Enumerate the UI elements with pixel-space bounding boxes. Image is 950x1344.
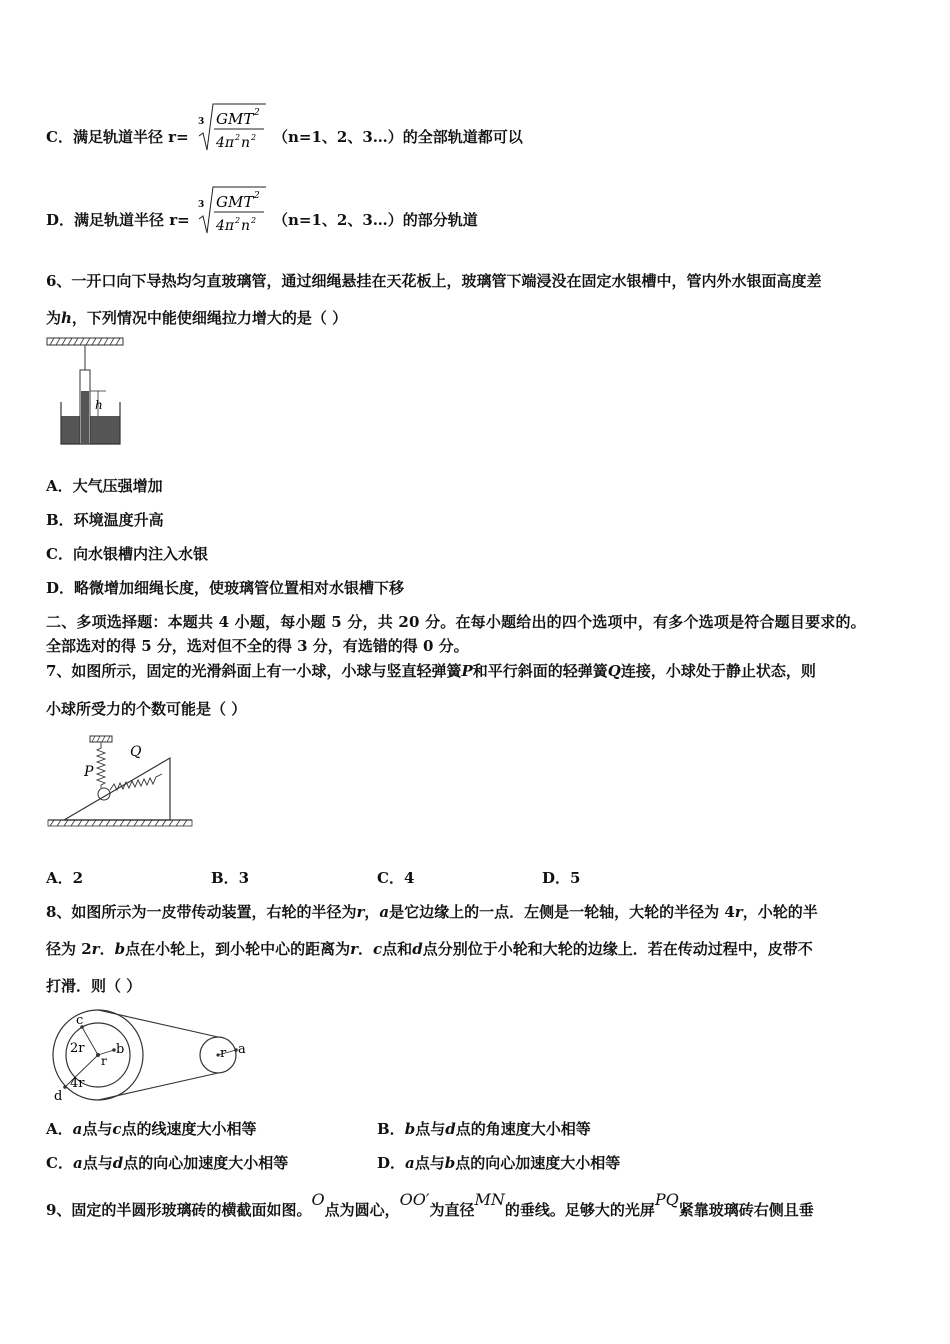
q7-option-d[interactable]: D．5 bbox=[542, 869, 581, 887]
q7-var-p: P bbox=[461, 662, 473, 680]
q8-figure-label-2r: 2r bbox=[70, 1041, 85, 1056]
q8-option-a[interactable]: A．a点与c点的线速度大小相等 bbox=[46, 1120, 257, 1138]
q7-stem-line2: 小球所受力的个数可能是（ ） bbox=[46, 700, 247, 718]
q9-var-mn: MN bbox=[474, 1190, 505, 1209]
q9-var-o: O bbox=[311, 1190, 325, 1209]
q7-figure-label-q: Q bbox=[130, 744, 142, 760]
q8-figure-label-4r: 4r bbox=[70, 1076, 85, 1091]
q6-option-b[interactable]: B．环境温度升高 bbox=[46, 511, 164, 529]
q7-var-q: Q bbox=[607, 662, 621, 680]
q8-figure-label-r-right: r bbox=[220, 1046, 227, 1061]
q6-option-c[interactable]: C．向水银槽内注入水银 bbox=[46, 545, 208, 563]
q8-figure-label-b: b bbox=[116, 1042, 125, 1057]
q5-c-den-exp2: 2 bbox=[251, 133, 257, 142]
q8-figure-label-d: d bbox=[54, 1089, 63, 1104]
q6-var-h: h bbox=[61, 309, 72, 327]
q7-option-a[interactable]: A．2 bbox=[46, 869, 84, 887]
q7-option-c[interactable]: C．4 bbox=[377, 869, 415, 887]
q8-stem-line1: 8、如图所示为一皮带传动装置，右轮的半径为r，a是它边缘上的一点．左侧是一轮轴，大轮的半径为 4r，小轮的半 bbox=[46, 903, 818, 921]
q8-stem-line3: 打滑．则（ ） bbox=[46, 977, 142, 995]
q8-figure-label-r-small: r bbox=[101, 1054, 107, 1068]
q8-figure-belt-drive bbox=[46, 1008, 258, 1104]
q5-d-cuberoot-index: 3 bbox=[198, 200, 205, 210]
q5-d-num-exp: 2 bbox=[254, 191, 260, 201]
section2-heading-line1: 二、多项选择题：本题共 4 小题，每小题 5 分，共 20 分。在每小题给出的四个选项中，有多个选项是符合题目要求的。 bbox=[46, 613, 866, 631]
q8-option-c[interactable]: C．a点与d点的向心加速度大小相等 bbox=[46, 1154, 289, 1172]
q5-option-d bbox=[46, 210, 190, 230]
q7-figure-spring-incline bbox=[44, 732, 196, 836]
q6-stem-line2: 为h，下列情况中能使细绳拉力增大的是（ ） bbox=[46, 309, 348, 327]
q5-c-den-n: n bbox=[241, 135, 251, 151]
q5-option-c-formula bbox=[196, 100, 270, 156]
q5-option-d-formula bbox=[196, 183, 270, 239]
q5-option-c bbox=[46, 127, 189, 147]
q9-var-oo: OO′ bbox=[399, 1190, 430, 1209]
q9-stem-line1: 9、固定的半圆形玻璃砖的横截面如图。O点为圆心，OO′为直径MN的垂线。足够大的光屏PQ紧靠玻璃砖右侧且垂 bbox=[46, 1190, 814, 1219]
q7-option-b[interactable]: B．3 bbox=[211, 869, 250, 887]
q5-option-d-tail: （n=1、2、3…）的部分轨道 bbox=[273, 211, 478, 229]
q5-d-denominator: 4π bbox=[216, 218, 235, 234]
section2-heading-line2: 全部选对的得 5 分，选对但不全的得 3 分，有选错的得 0 分。 bbox=[46, 637, 469, 655]
q5-d-numerator: GMT bbox=[216, 193, 254, 211]
q8-figure-label-a: a bbox=[238, 1042, 246, 1057]
q8-option-b[interactable]: B．b点与d点的角速度大小相等 bbox=[377, 1120, 591, 1138]
q5-c-den-exp1: 2 bbox=[235, 133, 241, 142]
q5-c-num-exp: 2 bbox=[254, 108, 260, 118]
q7-figure-label-p: P bbox=[84, 764, 94, 780]
q5-d-den-n: n bbox=[241, 218, 251, 234]
q5-d-den-exp2: 2 bbox=[251, 216, 257, 225]
q6-option-a[interactable]: A．大气压强增加 bbox=[46, 477, 163, 495]
q6-stem-line1: 6、一开口向下导热均匀直玻璃管，通过细绳悬挂在天花板上，玻璃管下端浸没在固定水银槽中，管内外水银面高度差 bbox=[46, 272, 822, 290]
q5-c-denominator: 4π bbox=[216, 135, 235, 151]
q7-stem-line1: 7、如图所示，固定的光滑斜面上有一小球，小球与竖直轻弹簧P和平行斜面的轻弹簧Q连接，小球处于静止状态，则 bbox=[46, 662, 816, 680]
q5-option-d-label: D．满足轨道半径 r= bbox=[46, 211, 190, 229]
q6-figure-mercury-tube bbox=[44, 336, 126, 448]
q5-option-c-label: C．满足轨道半径 r= bbox=[46, 128, 189, 146]
q5-c-numerator: GMT bbox=[216, 110, 254, 128]
q6-option-d[interactable]: D．略微增加细绳长度，使玻璃管位置相对水银槽下移 bbox=[46, 579, 405, 597]
q9-var-pq: PQ bbox=[654, 1190, 679, 1209]
q6-figure-label-h: h bbox=[95, 398, 103, 412]
q8-option-d[interactable]: D．a点与b点的向心加速度大小相等 bbox=[377, 1154, 621, 1172]
q5-option-c-tail: （n=1、2、3…）的全部轨道都可以 bbox=[273, 128, 523, 146]
q8-stem-line2: 径为 2r．b点在小轮上，到小轮中心的距离为r．c点和d点分别位于小轮和大轮的边缘上．若在传动过程中，皮带不 bbox=[46, 940, 813, 958]
q5-d-den-exp1: 2 bbox=[235, 216, 241, 225]
q5-c-cuberoot-index: 3 bbox=[198, 117, 205, 127]
q8-figure-label-c: c bbox=[76, 1013, 84, 1028]
